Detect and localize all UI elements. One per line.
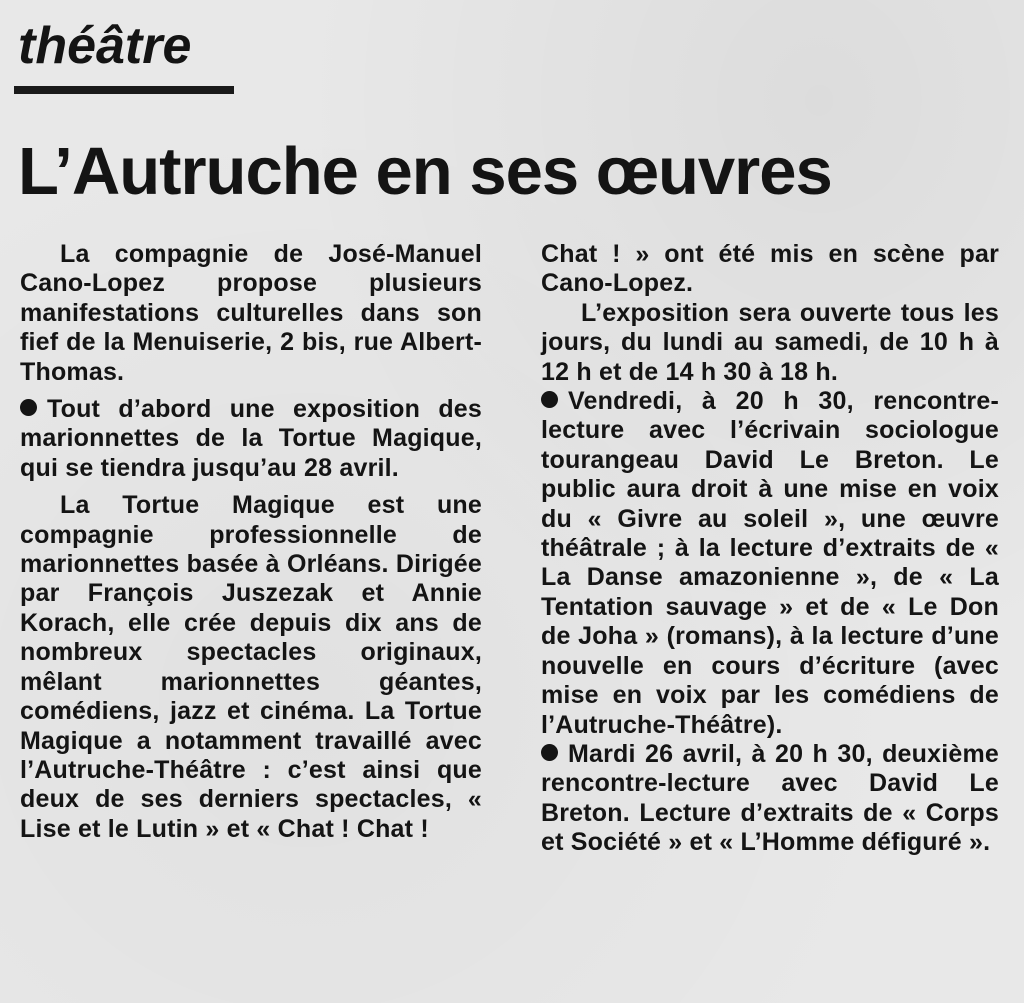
rubric-underline	[14, 86, 234, 94]
paragraph-intro: La compagnie de José-Manuel Cano-Lopez propose plusieurs manifestations culturelles dans son fief de la Menuiserie, 2 bis, rue Albert-Thomas.	[20, 240, 482, 386]
column-left	[20, 240, 482, 844]
bullet-icon	[20, 399, 37, 416]
bullet-icon	[541, 744, 558, 761]
paragraph-tuesday-text: Mardi 26 avril, à 20 h 30, deuxième rencontre-lecture avec David Le Breton. Lecture d’extraits de « Corps et Société » et « L’Homme défiguré ».	[541, 739, 999, 857]
article-headline: L’Autruche en ses œuvres	[18, 134, 832, 209]
paragraph-friday	[541, 387, 999, 740]
paragraph-opening-hours: L’exposition sera ouverte tous les jours, du lundi au samedi, de 10 h à 12 h et de 14 h 30 à 18 h.	[541, 298, 999, 386]
section-rubric: théâtre	[18, 17, 192, 75]
paragraph-exhibition-text: Tout d’abord une exposition des marionnettes de la Tortue Magique, qui se tiendra jusqu’au 28 avril.	[20, 395, 482, 482]
paragraph-tuesday	[541, 740, 999, 858]
paragraph-exhibition	[20, 395, 482, 483]
paragraph-tortue: La Tortue Magique est une compagnie professionnelle de marionnettes basée à Orléans. Dirigée par François Juszezak et Annie Korach, elle crée depuis dix ans de nombreux spectacles originaux, mêlant marionnettes géantes, comédiens, jazz et cinéma. La Tortue Magique a notamment travaillé avec l’Autruche-Théâtre : c’est ainsi que deux de ses derniers spectacles, « Lise et le Lutin » et « Chat ! Chat !	[20, 491, 482, 843]
bullet-icon	[541, 391, 558, 408]
paragraph-friday-text: Vendredi, à 20 h 30, rencontre-lecture avec l’écrivain sociologue tourangeau David Le Breton. Le public aura droit à une mise en voix du « Givre au soleil », une œuvre théâtrale ; à la lecture d’extraits de « La Danse amazonienne », de « La Tentation sauvage » et de « Le Don de Joha » (romans), à la lecture d’une nouvelle en cours d’écriture (avec mise en voix par les comédiens de l’Autruche-Théâtre).	[541, 387, 999, 739]
paragraph-continuation: Chat ! » ont été mis en scène par Cano-Lopez.	[541, 240, 999, 298]
column-right	[541, 240, 999, 858]
